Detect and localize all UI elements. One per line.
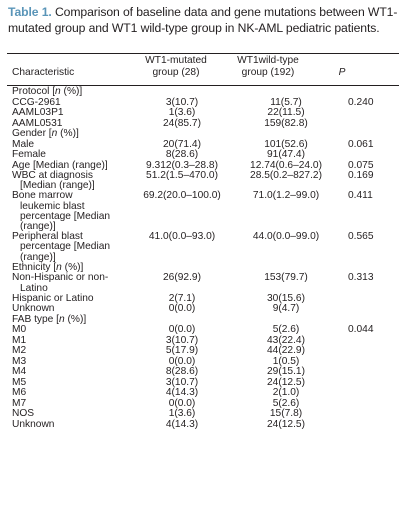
header-mutated-line1: WT1-mutated	[145, 55, 207, 66]
row-label-text: Peripheral blast	[12, 231, 83, 243]
wild-type-value: 9(4.7)	[272, 303, 300, 315]
row-label-text: Non-Hispanic or non-	[12, 272, 109, 284]
table-caption	[8, 4, 400, 36]
table-row	[12, 378, 408, 389]
row-label-text: M2	[12, 345, 27, 357]
mutated-value: 0(0.0)	[168, 397, 196, 409]
row-label	[12, 191, 130, 232]
mutated-value: 41.0(0.0–93.0)	[148, 231, 216, 243]
wild-type-value: 43(22.4)	[267, 334, 305, 346]
row-label-continuation: Latino	[20, 282, 48, 294]
p-value: 0.313	[348, 272, 374, 284]
row-label	[12, 378, 130, 389]
row-label-text: AAML0531	[12, 117, 63, 129]
p-value	[338, 108, 408, 119]
row-label-text: NOS	[12, 408, 35, 420]
row-label-text: Female	[12, 149, 46, 160]
header-p-value: P	[338, 67, 346, 78]
table-label: Table 1.	[8, 5, 52, 19]
header-mutated	[126, 55, 226, 79]
table-row	[12, 336, 408, 347]
header-wild-line1: WT1wild-type	[237, 55, 299, 66]
row-label	[12, 346, 130, 357]
p-value	[338, 336, 408, 347]
mutated-value: 2(7.1)	[168, 292, 196, 304]
row-label	[12, 315, 130, 326]
mutated-value: 5(17.9)	[165, 345, 199, 357]
wild-type-value: 30(15.6)	[267, 292, 305, 304]
header-characteristic: Characteristic	[12, 67, 75, 78]
mutated-value: 24(85.7)	[163, 117, 201, 129]
table-row	[12, 171, 408, 191]
row-label	[12, 336, 130, 347]
mutated-value: 0(0.0)	[168, 303, 196, 315]
caption-text: Comparison of baseline data and gene mutations between WT1-mutated group and WT1 wild-type group in NK-AML pediatric patients.	[8, 5, 398, 35]
table-row	[12, 388, 408, 399]
row-label-text: Protocol [n (%)]	[12, 86, 83, 97]
table-row	[12, 98, 408, 109]
table-row	[12, 294, 408, 305]
row-label-continuation: percentage [Median	[20, 241, 111, 253]
row-label-text: Unknown	[12, 418, 55, 430]
row-label-text: Ethnicity [n (%)]	[12, 261, 84, 273]
wild-type-value: 1(0.5)	[272, 355, 300, 367]
p-value	[338, 388, 408, 399]
row-label-text: Hispanic or Latino	[12, 292, 94, 304]
table-row	[12, 409, 408, 420]
row-label-text: Age [Median (range)]	[12, 159, 108, 171]
wild-type-value	[234, 129, 338, 140]
top-rule	[7, 53, 399, 54]
row-label-text: CCG-2961	[12, 96, 61, 108]
row-label	[12, 171, 130, 191]
table-row	[12, 108, 408, 119]
mutated-value: 69.2(20.0–100.0)	[143, 190, 221, 202]
wild-type-value: 71.0(1.2–99.0)	[252, 190, 320, 202]
mutated-value: 51.2(1.5–470.0)	[146, 170, 218, 181]
wild-type-value: 159(82.8)	[264, 117, 308, 129]
p-value	[338, 87, 408, 98]
mutated-value	[130, 87, 234, 98]
p-value	[338, 346, 408, 357]
table-row	[12, 357, 408, 368]
table-row	[12, 87, 408, 98]
p-value	[338, 129, 408, 140]
row-label-continuation: leukemic blast	[20, 200, 85, 212]
row-label-text: AAML03P1	[12, 107, 64, 118]
row-label-continuation: percentage [Median	[20, 210, 111, 222]
row-label-text: M3	[12, 355, 27, 367]
row-label-text: Male	[12, 138, 35, 150]
mutated-value: 3(10.7)	[165, 376, 199, 388]
wild-type-value: 44.0(0.0–99.0)	[252, 231, 320, 243]
mutated-value: 4(14.3)	[165, 387, 199, 399]
p-value: 0.044	[348, 324, 374, 336]
mutated-value: 8(28.6)	[165, 366, 199, 378]
wild-type-value: 101(52.6)	[264, 138, 308, 150]
wild-type-value: 44(22.9)	[267, 345, 305, 357]
header-wild-type	[220, 55, 316, 79]
mutated-value: 9.312(0.3–28.8)	[146, 159, 218, 171]
row-label-text: Gender [n (%)]	[12, 128, 79, 139]
table-row	[12, 325, 408, 336]
mutated-value	[130, 129, 234, 140]
mutated-value: 0(0.0)	[168, 324, 196, 336]
mutated-value: 1(3.6)	[168, 408, 196, 420]
p-value	[338, 399, 408, 410]
row-label-text: M7	[12, 397, 27, 409]
mutated-value: 20(71.4)	[163, 138, 201, 150]
row-label	[12, 420, 130, 431]
p-value	[338, 420, 408, 431]
wild-type-value: 24(12.5)	[267, 418, 305, 430]
row-label	[12, 325, 130, 336]
header-mutated-line2: group (28)	[152, 67, 200, 78]
table-row	[12, 273, 408, 293]
table-row	[12, 367, 408, 378]
wild-type-value: 5(2.6)	[272, 324, 300, 336]
p-value: 0.565	[348, 231, 374, 243]
p-value	[338, 378, 408, 389]
row-label-text: M5	[12, 376, 27, 388]
wild-type-value: 5(2.6)	[272, 397, 300, 409]
row-label-continuation: (range)]	[20, 251, 56, 263]
wild-type-value: 2(1.0)	[272, 387, 300, 399]
wild-type-value: 22(11.5)	[267, 107, 305, 118]
mutated-value: 26(92.9)	[163, 272, 201, 284]
wild-type-value: 12.74(0.6–24.0)	[250, 159, 322, 171]
table-row	[12, 191, 408, 232]
row-label-text: M4	[12, 366, 27, 378]
row-label	[12, 232, 130, 263]
mutated-value: 4(14.3)	[165, 418, 199, 430]
table-row	[12, 140, 408, 151]
row-label-text: WBC at diagnosis	[12, 170, 93, 181]
wild-type-value: 29(15.1)	[267, 366, 305, 378]
table-row	[12, 420, 408, 431]
p-value: 0.240	[348, 96, 374, 108]
table-row	[12, 232, 408, 263]
wild-type-value: 153(79.7)	[264, 272, 308, 284]
p-value	[338, 409, 408, 420]
mutated-value: 8(28.6)	[165, 149, 199, 160]
table-row	[12, 129, 408, 140]
row-label-continuation: (range)]	[20, 221, 56, 233]
p-value: 0.411	[348, 190, 373, 202]
row-label-text: M0	[12, 324, 27, 336]
wild-type-value: 11(5.7)	[270, 96, 302, 108]
p-value	[338, 357, 408, 368]
row-label	[12, 357, 130, 368]
p-value	[338, 304, 408, 315]
table-row	[12, 399, 408, 410]
p-value: 0.061	[348, 138, 374, 150]
p-value	[338, 119, 408, 130]
mutated-value: 3(10.7)	[165, 96, 199, 108]
row-label-text: Bone marrow	[12, 190, 73, 202]
wild-type-value: 15(7.8)	[269, 408, 303, 420]
wild-type-value: 24(12.5)	[267, 376, 305, 388]
wild-type-value	[234, 87, 338, 98]
row-label-continuation: [Median (range)]	[20, 180, 95, 192]
wild-type-value: 28.5(0.2–827.2)	[250, 170, 322, 181]
p-value: 0.075	[348, 159, 374, 171]
p-value	[338, 294, 408, 305]
row-label-text: M1	[12, 334, 27, 346]
row-label-text: FAB type [n (%)]	[12, 313, 87, 325]
p-value: 0.169	[348, 170, 374, 181]
table-row	[12, 346, 408, 357]
mutated-value: 0(0.0)	[168, 355, 196, 367]
row-label	[12, 388, 130, 399]
row-label-text: M6	[12, 387, 27, 399]
p-value	[338, 150, 408, 161]
p-value	[338, 367, 408, 378]
row-label-text: Unknown	[12, 303, 55, 315]
data-table	[12, 87, 408, 430]
mutated-value: 1(3.6)	[168, 107, 196, 118]
row-label	[12, 367, 130, 378]
wild-type-value: 91(47.4)	[267, 149, 305, 160]
mutated-value: 3(10.7)	[165, 334, 199, 346]
row-label	[12, 273, 130, 293]
header-wild-line2: group (192)	[241, 67, 295, 78]
